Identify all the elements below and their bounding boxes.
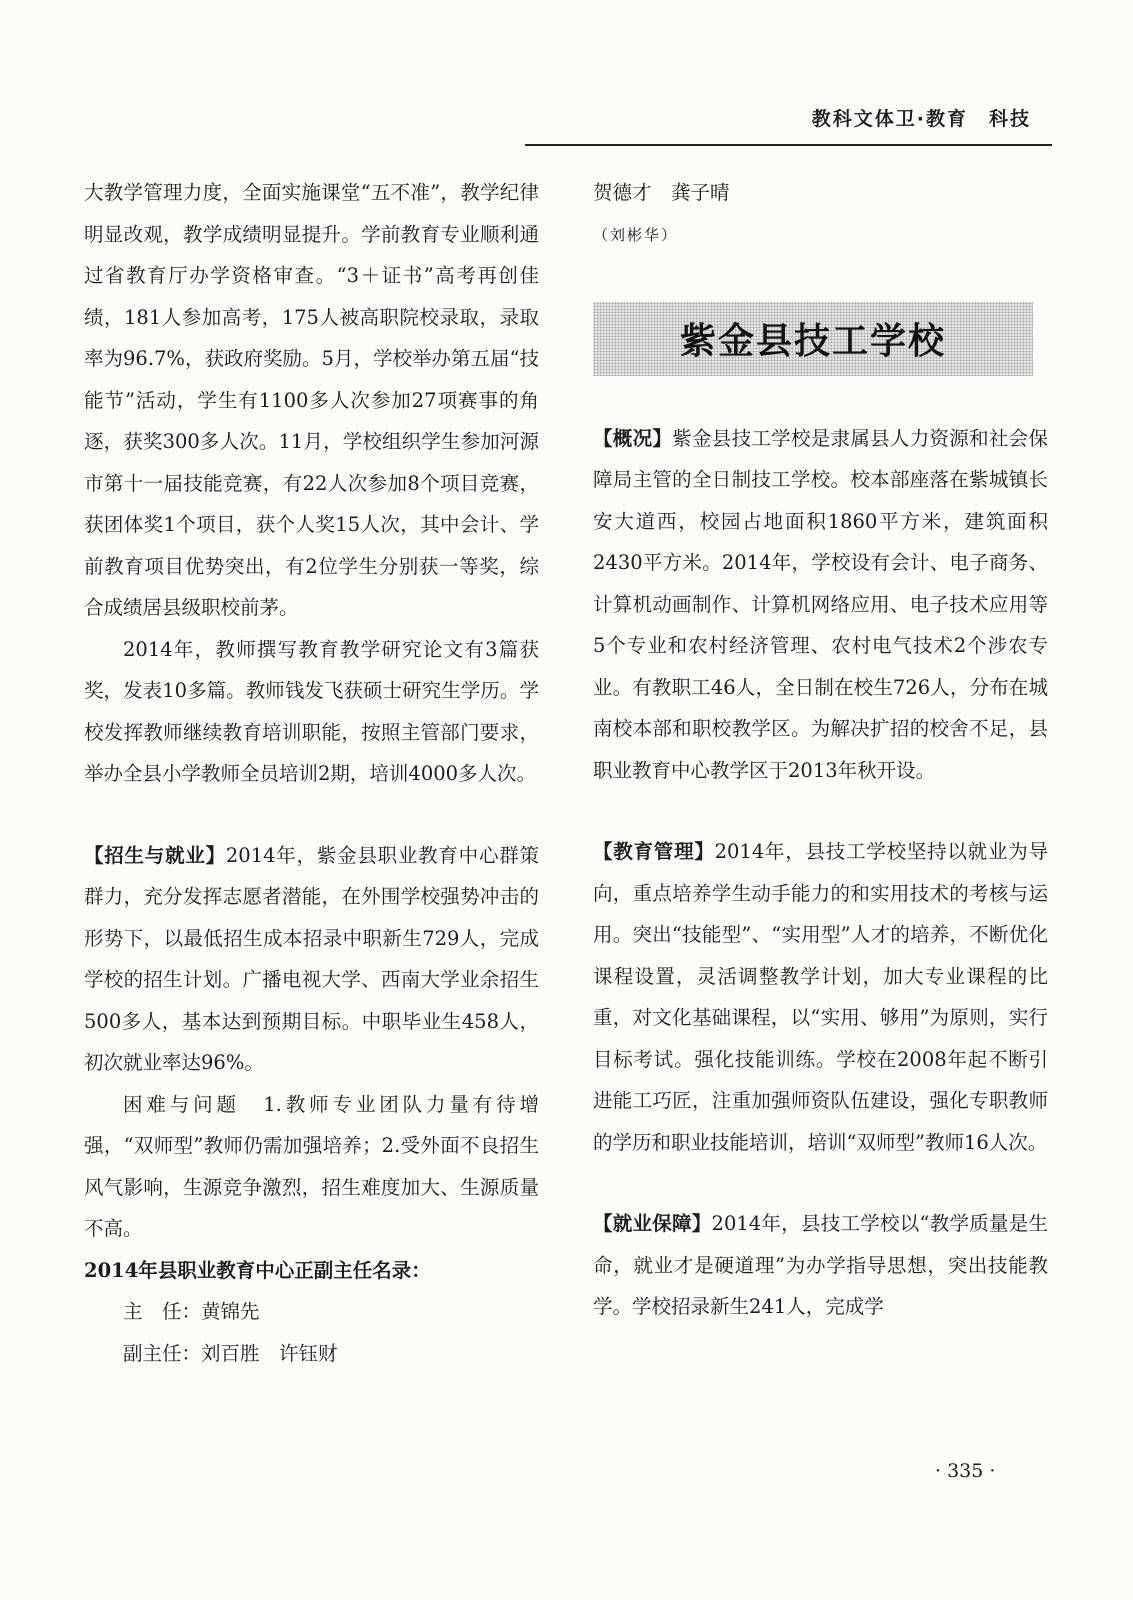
running-header: 教科文体卫·教育 科技: [811, 108, 1031, 130]
paragraph-teaching-management: 大教学管理力度，全面实施课堂“五不准”，教学纪律明显改观，教学成绩明显提升。学前教育专业顺利通过省教育厅办学资格审查。“3＋证书”高考再创佳绩，181人参加高考，175人被高职院校录取，录取率为96.7%，获政府奖励。5月，学校举办第五届“技能节”活动，学生有1100多人次参加27项赛事的角逐，获奖300多人次。11月，学校组织学生参加河源市第十一届技能竞赛，有22人次参加8个项目竞赛，获团体奖1个项目，获个人奖15人次，其中会计、学前教育项目优势突出，有2位学生分别获一等奖，综合成绩居县级职校前茅。: [84, 181, 539, 619]
section-title-box: [593, 302, 1033, 376]
roster-director: 主 任：黄锦先: [123, 1300, 260, 1323]
header-rule: [525, 144, 1052, 146]
section-enrollment: [84, 835, 539, 1084]
section-body-education-management: 2014年，县技工学校坚持以就业为导向，重点培养学生动手能力的和实用技术的考核与运用。突出“技能型”、“实用型”人才的培养，不断优化课程设置，灵活调整教学计划，加大专业课程的比重，对文化基础课程，以“实用、够用”为原则，实行目标考试。强化技能训练。学校在2008年起不断引进能工巧匠，注重加强师资队伍建设，强化专职教师的学历和职业技能培训，培训“双师型”教师16人次。: [593, 840, 1048, 1154]
names-line: 贺德才 龚子晴: [593, 181, 730, 204]
roster-title: 2014年县职业教育中心正副主任名录：: [84, 1258, 431, 1282]
paragraph-problems: 困难与问题 1.教师专业团队力量有待增强，“双师型”教师仍需加强培养；2.受外面不良招生风气影响，生源竞争激烈，招生难度加大、生源质量不高。: [84, 1092, 539, 1240]
section-heading-overview: 【概况】: [593, 426, 673, 450]
left-column: [84, 172, 539, 1374]
section-body-overview: 紫金县技工学校是隶属县人力资源和社会保障局主管的全日制技工学校。校本部座落在紫城镇长安大道西，校园占地面积1860平方米，建筑面积2430平方米。2014年，学校设有会计、电子商务、计算机动画制作、计算机网络应用、电子技术应用等5个专业和农村经济管理、农村电气技术2个涉农专业。有教职工46人，全日制在校生726人，分布在城南校本部和职校教学区。为解决扩招的校舍不足，县职业教育中心教学区于2013年秋开设。: [593, 426, 1048, 782]
section-education-management: [593, 831, 1048, 1163]
section-title: 紫金县技工学校: [679, 321, 946, 362]
section-body-enrollment: 2014年，紫金县职业教育中心群策群力，充分发挥志愿者潜能，在外围学校强势冲击的形势下，以最低招生成本招录中职新生729人，完成学校的招生计划。广播电视大学、西南大学业余招生500多人，基本达到预期目标。中职毕业生458人，初次就业率达96%。: [84, 843, 539, 1074]
roster-deputy: 副主任：刘百胜 许钰财: [123, 1341, 338, 1365]
section-employment: [593, 1203, 1048, 1328]
section-heading-employment: 【就业保障】: [593, 1212, 712, 1235]
section-overview: [593, 418, 1048, 792]
section-heading-education-management: 【教育管理】: [593, 840, 715, 863]
paragraph-teacher-research: 2014年，教师撰写教育教学研究论文有3篇获奖，发表10多篇。教师钱发飞获硕士研究生学历。学校发挥教师继续教育培训职能，按照主管部门要求，举办全县小学教师全员培训2期，培训4000多人次。: [84, 637, 539, 785]
right-column: [593, 172, 1048, 1328]
page-number: · 335 ·: [935, 1460, 996, 1482]
section-body-employment: 2014年，县技工学校以“教学质量是生命，就业才是硬道理”为办学指导思想，突出技能教学。学校招录新生241人，完成学: [593, 1212, 1048, 1318]
author-credit: （刘彬华）: [593, 225, 679, 244]
section-heading-enrollment: 【招生与就业】: [84, 843, 226, 867]
